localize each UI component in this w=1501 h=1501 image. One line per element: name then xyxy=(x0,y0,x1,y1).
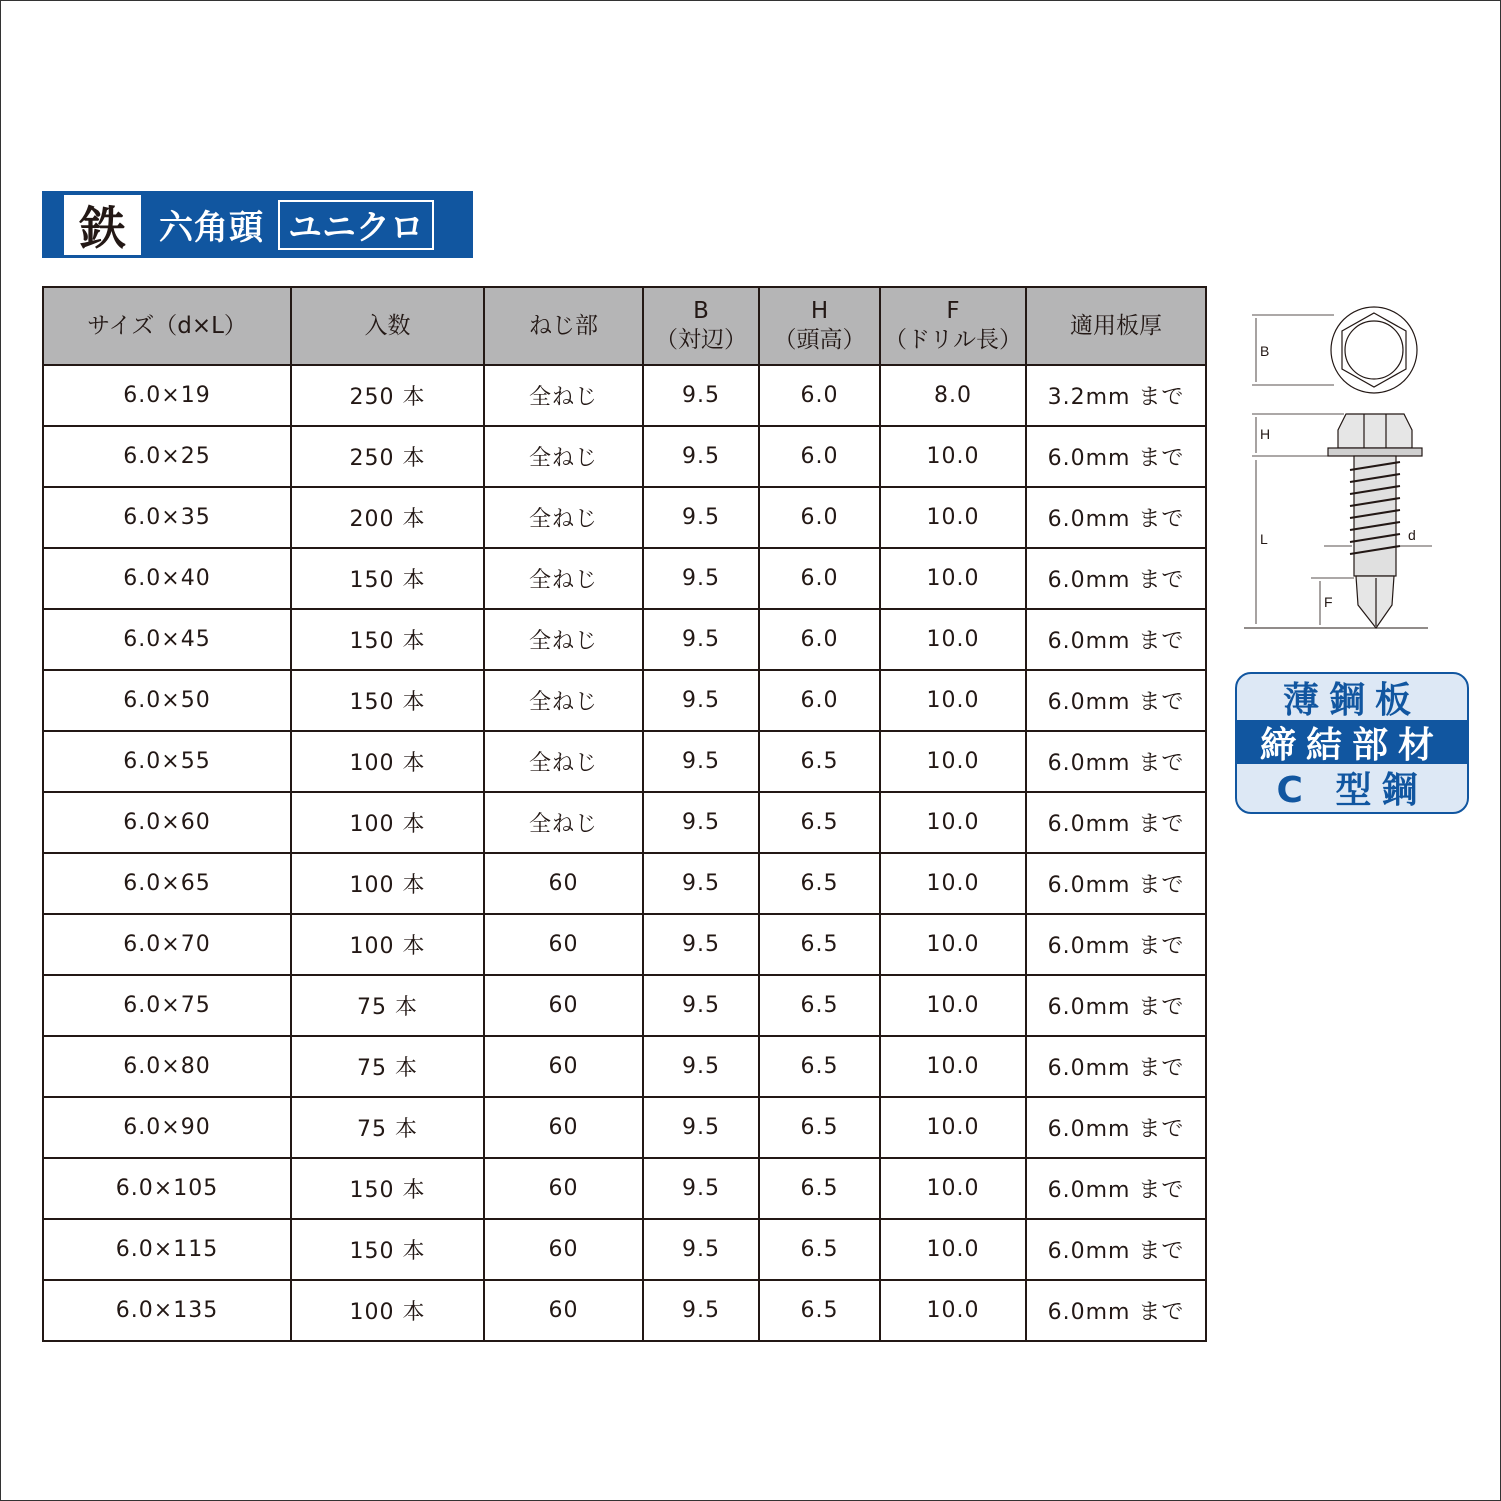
table-cell: 150 本 xyxy=(291,548,484,609)
table-cell: 150 本 xyxy=(291,670,484,731)
table-cell: 6.5 xyxy=(759,1280,880,1341)
table-cell: 9.5 xyxy=(643,426,759,487)
table-cell: 6.0mm まで xyxy=(1026,487,1206,548)
table-cell: 6.0 xyxy=(759,548,880,609)
table-cell: 75 本 xyxy=(291,1097,484,1158)
table-cell: 10.0 xyxy=(880,1097,1026,1158)
column-header-label: 適用板厚 xyxy=(1070,312,1162,339)
table-cell: 9.5 xyxy=(643,487,759,548)
column-header xyxy=(759,287,880,365)
finish-label: ユニクロ xyxy=(278,200,434,250)
table-cell: 6.0×65 xyxy=(43,853,291,914)
table-cell: 6.0×75 xyxy=(43,975,291,1036)
table-cell: 75 本 xyxy=(291,975,484,1036)
table-cell: 250 本 xyxy=(291,426,484,487)
table-cell: 60 xyxy=(484,853,643,914)
table-row xyxy=(43,1036,1206,1097)
table-row xyxy=(43,853,1206,914)
table-row xyxy=(43,670,1206,731)
table-cell: 6.5 xyxy=(759,975,880,1036)
table-cell: 10.0 xyxy=(880,426,1026,487)
table-cell: 6.0×35 xyxy=(43,487,291,548)
table-cell: 75 本 xyxy=(291,1036,484,1097)
table-cell: 6.5 xyxy=(759,1036,880,1097)
table-cell: 全ねじ xyxy=(484,548,643,609)
column-header-label: B xyxy=(693,298,709,324)
table-cell: 全ねじ xyxy=(484,670,643,731)
table-row xyxy=(43,1280,1206,1341)
column-header xyxy=(43,287,291,365)
badge-line-1: 薄鋼板 xyxy=(1282,679,1421,721)
table-cell: 6.0mm まで xyxy=(1026,1097,1206,1158)
table-cell: 6.0 xyxy=(759,365,880,426)
table-cell: 6.0×115 xyxy=(43,1219,291,1280)
table-cell: 9.5 xyxy=(643,670,759,731)
table-cell: 100 本 xyxy=(291,731,484,792)
table-cell: 10.0 xyxy=(880,975,1026,1036)
table-cell: 200 本 xyxy=(291,487,484,548)
column-header-label: H xyxy=(810,298,829,324)
table-cell: 3.2mm まで xyxy=(1026,365,1206,426)
dim-label-h: H xyxy=(1260,426,1271,442)
table-cell: 6.0mm まで xyxy=(1026,426,1206,487)
drill-tip xyxy=(1356,576,1394,628)
table-row xyxy=(43,1219,1206,1280)
table-cell: 6.0mm まで xyxy=(1026,548,1206,609)
table-row xyxy=(43,975,1206,1036)
table-cell: 6.0 xyxy=(759,609,880,670)
column-header-label: 入数 xyxy=(364,312,411,339)
table-cell: 6.0mm まで xyxy=(1026,792,1206,853)
table-cell: 10.0 xyxy=(880,1219,1026,1280)
table-cell: 9.5 xyxy=(643,1219,759,1280)
column-header-label: F xyxy=(946,298,960,324)
table-cell: 60 xyxy=(484,1219,643,1280)
table-cell: 10.0 xyxy=(880,487,1026,548)
table-header-row xyxy=(43,287,1206,365)
column-header xyxy=(643,287,759,365)
material-label: 鉄 xyxy=(64,195,141,255)
table-cell: 6.5 xyxy=(759,1158,880,1219)
table-cell: 9.5 xyxy=(643,1036,759,1097)
table-cell: 6.0×55 xyxy=(43,731,291,792)
table-cell: 6.0mm まで xyxy=(1026,731,1206,792)
table-cell: 100 本 xyxy=(291,792,484,853)
dim-label-l: L xyxy=(1260,531,1268,547)
hex-head-side xyxy=(1338,414,1412,448)
table-cell: 100 本 xyxy=(291,1280,484,1341)
table-cell: 6.0mm まで xyxy=(1026,609,1206,670)
table-cell: 6.0×25 xyxy=(43,426,291,487)
table-cell: 9.5 xyxy=(643,548,759,609)
table-row xyxy=(43,914,1206,975)
table-cell: 10.0 xyxy=(880,731,1026,792)
table-row xyxy=(43,1158,1206,1219)
table-cell: 10.0 xyxy=(880,914,1026,975)
table-cell: 10.0 xyxy=(880,548,1026,609)
table-cell: 6.0mm まで xyxy=(1026,914,1206,975)
dim-label-d: d xyxy=(1408,527,1416,543)
table-cell: 6.0×19 xyxy=(43,365,291,426)
hex-head-top-hexagon xyxy=(1342,313,1406,387)
table-cell: 6.0×80 xyxy=(43,1036,291,1097)
table-cell: 6.0mm まで xyxy=(1026,853,1206,914)
table-cell: 150 本 xyxy=(291,1158,484,1219)
table-row xyxy=(43,609,1206,670)
table-row xyxy=(43,426,1206,487)
table-cell: 9.5 xyxy=(643,853,759,914)
table-cell: 全ねじ xyxy=(484,426,643,487)
dim-label-b: B xyxy=(1260,343,1270,359)
hex-head-top-outline xyxy=(1331,307,1417,393)
table-cell: 6.0mm まで xyxy=(1026,1280,1206,1341)
table-cell: 250 本 xyxy=(291,365,484,426)
column-header-sublabel: （頭高） xyxy=(773,327,866,353)
table-cell: 全ねじ xyxy=(484,792,643,853)
table-cell: 6.0×50 xyxy=(43,670,291,731)
table-row xyxy=(43,487,1206,548)
table-row xyxy=(43,731,1206,792)
table-cell: 9.5 xyxy=(643,792,759,853)
table-cell: 6.0×40 xyxy=(43,548,291,609)
table-cell: 10.0 xyxy=(880,792,1026,853)
table-cell: 6.0mm まで xyxy=(1026,1219,1206,1280)
application-badge xyxy=(1235,672,1469,814)
table-cell: 6.0×45 xyxy=(43,609,291,670)
table-cell: 9.5 xyxy=(643,365,759,426)
table-cell: 9.5 xyxy=(643,1097,759,1158)
column-header-label: ねじ部 xyxy=(529,312,598,339)
table-cell: 9.5 xyxy=(643,1158,759,1219)
table-cell: 150 本 xyxy=(291,1219,484,1280)
table-row xyxy=(43,548,1206,609)
table-cell: 6.0 xyxy=(759,487,880,548)
table-row xyxy=(43,1097,1206,1158)
table-row xyxy=(43,792,1206,853)
table-cell: 6.5 xyxy=(759,731,880,792)
title-banner xyxy=(42,191,473,258)
table-cell: 9.5 xyxy=(643,975,759,1036)
column-header xyxy=(484,287,643,365)
screw-diagram xyxy=(1236,300,1436,640)
table-body xyxy=(43,365,1206,1341)
table-cell: 9.5 xyxy=(643,731,759,792)
table-cell: 10.0 xyxy=(880,609,1026,670)
table-cell: 60 xyxy=(484,975,643,1036)
table-cell: 6.5 xyxy=(759,792,880,853)
table-cell: 100 本 xyxy=(291,914,484,975)
spec-table xyxy=(42,286,1207,1342)
dim-label-f: F xyxy=(1324,594,1333,610)
table-cell: 60 xyxy=(484,1280,643,1341)
table-cell: 6.0mm まで xyxy=(1026,670,1206,731)
column-header xyxy=(1026,287,1206,365)
table-cell: 60 xyxy=(484,1158,643,1219)
table-cell: 全ねじ xyxy=(484,365,643,426)
table-cell: 6.0 xyxy=(759,426,880,487)
table-cell: 60 xyxy=(484,1097,643,1158)
column-header xyxy=(291,287,484,365)
table-cell: 9.5 xyxy=(643,914,759,975)
table-row xyxy=(43,365,1206,426)
table-cell: 6.0×135 xyxy=(43,1280,291,1341)
table-cell: 6.0×70 xyxy=(43,914,291,975)
table-cell: 10.0 xyxy=(880,853,1026,914)
table-cell: 6.5 xyxy=(759,853,880,914)
badge-line-3: C 型鋼 xyxy=(1276,769,1428,811)
table-cell: 6.5 xyxy=(759,914,880,975)
table-cell: 全ねじ xyxy=(484,487,643,548)
table-cell: 6.5 xyxy=(759,1097,880,1158)
table-cell: 10.0 xyxy=(880,670,1026,731)
hex-head-top-washer xyxy=(1345,321,1403,379)
table-cell: 6.0×90 xyxy=(43,1097,291,1158)
table-cell: 100 本 xyxy=(291,853,484,914)
column-header-sublabel: （対辺） xyxy=(655,327,747,353)
table-cell: 6.5 xyxy=(759,1219,880,1280)
table-cell: 150 本 xyxy=(291,609,484,670)
column-header-label: サイズ（d×L） xyxy=(87,312,247,339)
table-cell: 全ねじ xyxy=(484,731,643,792)
table-cell: 全ねじ xyxy=(484,609,643,670)
table-cell: 6.0mm まで xyxy=(1026,1036,1206,1097)
badge-line-2: 締結部材 xyxy=(1237,720,1467,764)
table-cell: 9.5 xyxy=(643,1280,759,1341)
table-cell: 6.0mm まで xyxy=(1026,1158,1206,1219)
column-header-sublabel: （ドリル長） xyxy=(884,327,1022,353)
head-type-label: 六角頭 xyxy=(159,208,264,248)
table-cell: 6.0×105 xyxy=(43,1158,291,1219)
table-cell: 8.0 xyxy=(880,365,1026,426)
table-cell: 60 xyxy=(484,1036,643,1097)
table-cell: 6.0 xyxy=(759,670,880,731)
table-cell: 10.0 xyxy=(880,1036,1026,1097)
table-cell: 60 xyxy=(484,914,643,975)
table-cell: 6.0×60 xyxy=(43,792,291,853)
table-cell: 10.0 xyxy=(880,1280,1026,1341)
table-cell: 6.0mm まで xyxy=(1026,975,1206,1036)
column-header xyxy=(880,287,1026,365)
table-cell: 10.0 xyxy=(880,1158,1026,1219)
table-cell: 9.5 xyxy=(643,609,759,670)
